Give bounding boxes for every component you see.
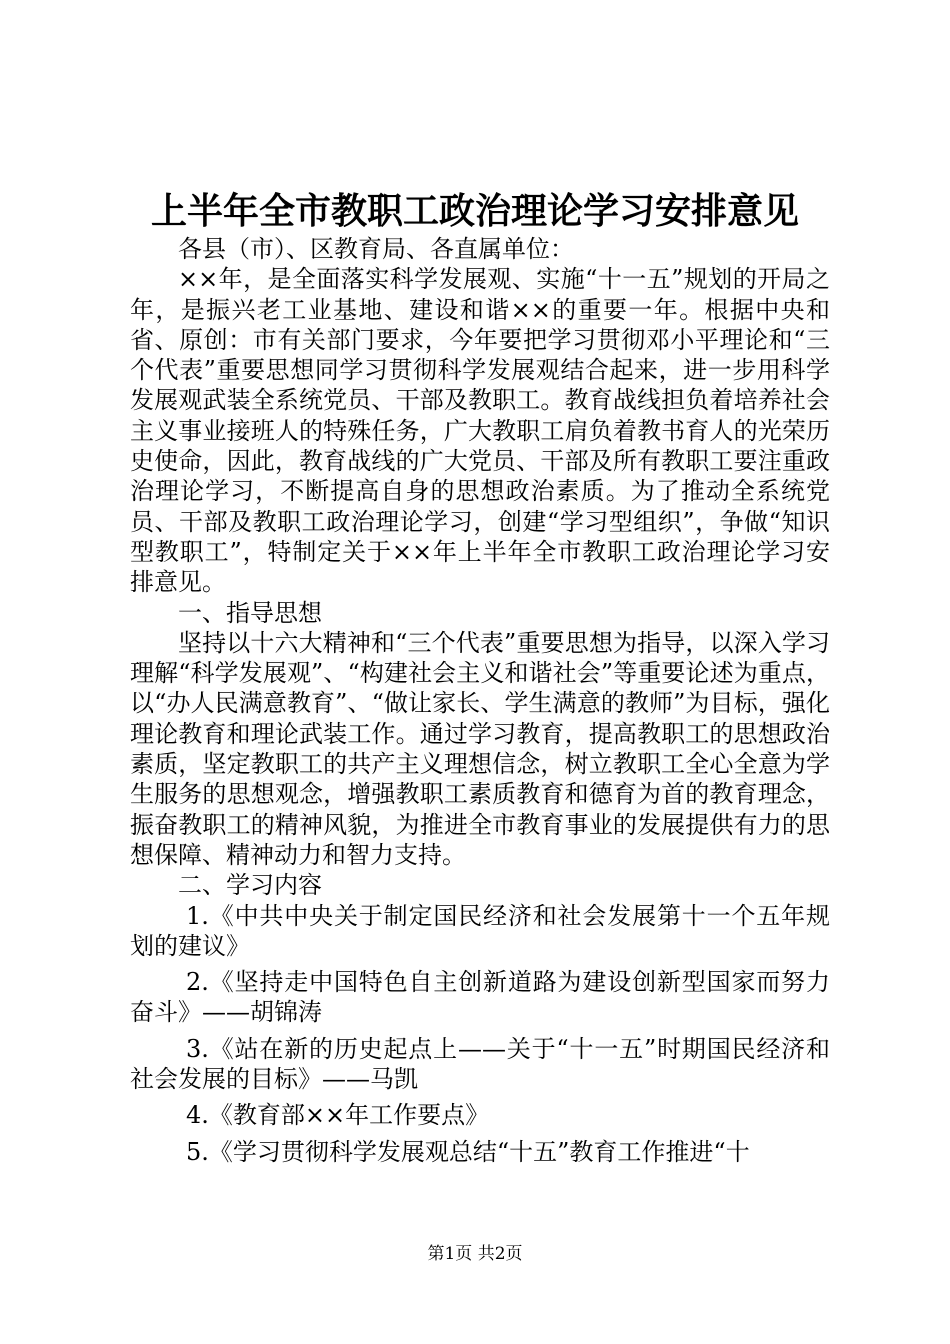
document-title: 上半年全市教职工政治理论学习安排意见 [150,190,799,232]
salutation: 各县（市）、区教育局、各直属单位： [178,235,574,263]
study-item: 2.《坚持走中国特色自主创新道路为建设创新型国家而努力奋斗》——胡锦涛 [130,968,830,1027]
study-item: 3.《站在新的历史起点上——关于“十一五”时期国民经济和社会发展的目标》——马凯 [130,1034,830,1094]
page-footer: 第1页 共2页 [427,1244,523,1264]
study-item: 5.《学习贯彻科学发展观总结“十五”教育工作推进“十 [186,1137,750,1166]
document-body [130,234,830,1173]
section-heading-study-content: 二、学习内容 [178,871,322,900]
study-item: 4.《教育部××年工作要点》 [186,1101,490,1130]
guiding-thought-paragraph: 坚持以十六大精神和“三个代表”重要思想为指导，以深入学习理解“科学发展观”、“构建社会主义和谐社会”等重要论述为重点，以“办人民满意教育”、“做让家长、学生满意的教师”为目标，强化理论教育和理论武装工作。通过学习教育，提高教职工的思想政治素质，坚定教职工的共产主义理想信念，树立教职工全心全意为学生服务的思想观念，增强教职工素质教育和德育为首的教育理念，振奋教职工的精神风貌，为推进全市教育事业的发展提供有力的思想保障、精神动力和智力支持。 [130,628,830,869]
section-heading-guiding-thought: 一、指导思想 [178,598,322,627]
study-item: 1.《中共中央关于制定国民经济和社会发展第十一个五年规划的建议》 [130,901,830,960]
intro-paragraph: ××年，是全面落实科学发展观、实施“十一五”规划的开局之年，是振兴老工业基地、建设和谐××的重要一年。根据中央和省、原创：市有关部门要求，今年要把学习贯彻邓小平理论和“三个代表”重要思想同学习贯彻科学发展观结合起来，进一步用科学发展观武装全系统党员、干部及教职工。教育战线担负着培养社会主义事业接班人的特殊任务，广大教职工肩负着教书育人的光荣历史使命，因此，教育战线的广大党员、干部及所有教职工要注重政治理论学习，不断提高自身的思想政治素质。为了推动全系统党员、干部及教职工政治理论学习，创建“学习型组织”，争做“知识型教职工”，特制定关于××年上半年全市教职工政治理论学习安排意见。 [130,265,830,597]
